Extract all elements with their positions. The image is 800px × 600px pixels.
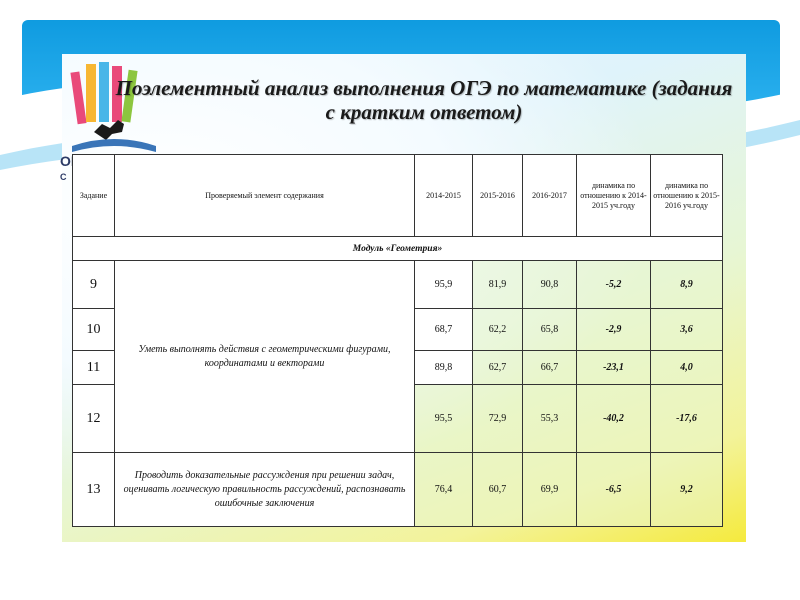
results-table (72, 154, 723, 527)
table-row (73, 261, 723, 309)
value-2016-2017: 69,9 (523, 453, 577, 527)
value-2015-2016: 60,7 (473, 453, 523, 527)
dynamics-vs-2015-2016: 9,2 (651, 453, 723, 527)
table-row (73, 453, 723, 527)
header-year-1: 2014-2015 (415, 155, 473, 237)
value-2014-2015: 95,9 (415, 261, 473, 309)
row-description: Проводить доказательные рассуждения при решении задач, оценивать логическую правильность рассуждений, распознавать ошибочные заключения (115, 453, 415, 527)
value-2016-2017: 65,8 (523, 309, 577, 351)
header-year-2: 2015-2016 (473, 155, 523, 237)
value-2016-2017: 55,3 (523, 385, 577, 453)
task-number: 11 (73, 351, 115, 385)
dynamics-vs-2014-2015: -6,5 (577, 453, 651, 527)
module-row (73, 237, 723, 261)
header-task: Задание (73, 155, 115, 237)
dynamics-vs-2014-2015: -23,1 (577, 351, 651, 385)
table-header-row (73, 155, 723, 237)
value-2014-2015: 89,8 (415, 351, 473, 385)
task-number: 10 (73, 309, 115, 351)
value-2016-2017: 66,7 (523, 351, 577, 385)
task-number: 13 (73, 453, 115, 527)
page-title: Поэлементный анализ выполнения ОГЭ по математике (задания с кратким ответом) (115, 76, 733, 124)
group-description: Уметь выполнять действия с геометрическими фигурами, координатами и векторами (115, 261, 415, 453)
value-2015-2016: 72,9 (473, 385, 523, 453)
dynamics-vs-2014-2015: -2,9 (577, 309, 651, 351)
task-number: 9 (73, 261, 115, 309)
value-2014-2015: 68,7 (415, 309, 473, 351)
value-2015-2016: 81,9 (473, 261, 523, 309)
dynamics-vs-2015-2016: 4,0 (651, 351, 723, 385)
value-2015-2016: 62,2 (473, 309, 523, 351)
slide (62, 54, 746, 542)
header-element: Проверяемый элемент содержания (115, 155, 415, 237)
dynamics-vs-2014-2015: -5,2 (577, 261, 651, 309)
header-year-3: 2016-2017 (523, 155, 577, 237)
side-label-line1: ОГ (60, 153, 79, 169)
header-dynamics-2: динамика по отношению к 2015-2016 уч.году (651, 155, 723, 237)
open-book-icon (72, 139, 156, 152)
value-2014-2015: 95,5 (415, 385, 473, 453)
header-dynamics-1: динамика по отношению к 2014-2015 уч.году (577, 155, 651, 237)
dynamics-vs-2015-2016: 8,9 (651, 261, 723, 309)
task-number: 12 (73, 385, 115, 453)
value-2014-2015: 76,4 (415, 453, 473, 527)
dynamics-vs-2014-2015: -40,2 (577, 385, 651, 453)
side-label-line2: С (60, 172, 67, 182)
value-2015-2016: 62,7 (473, 351, 523, 385)
dynamics-vs-2015-2016: -17,6 (651, 385, 723, 453)
dynamics-vs-2015-2016: 3,6 (651, 309, 723, 351)
value-2016-2017: 90,8 (523, 261, 577, 309)
module-title: Модуль «Геометрия» (73, 237, 723, 261)
